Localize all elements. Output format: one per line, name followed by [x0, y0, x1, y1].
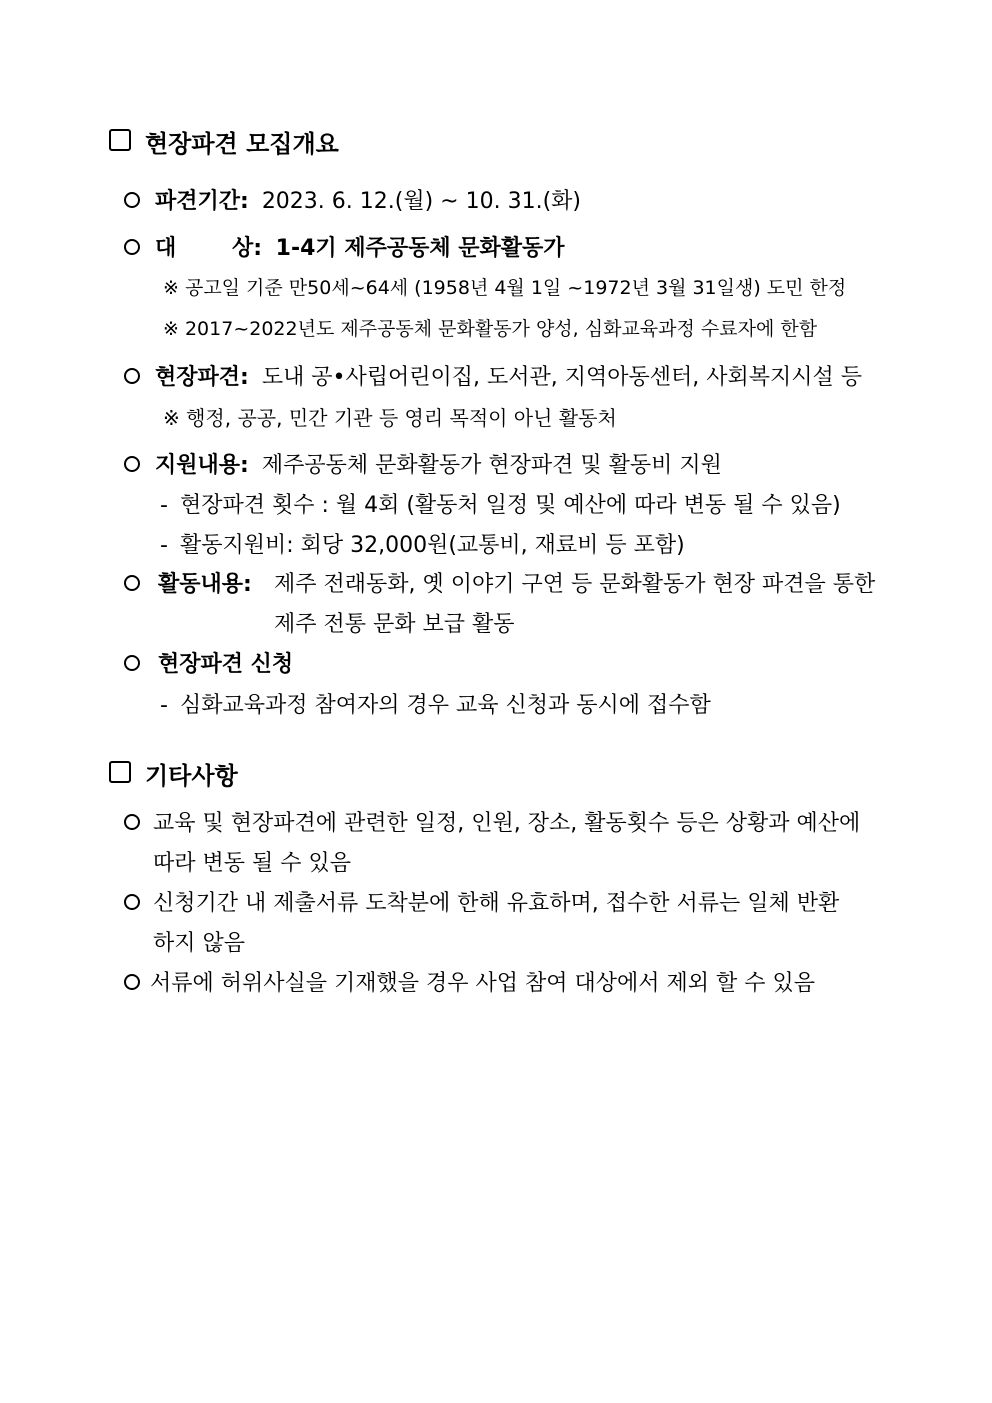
other-item1-line2: 따라 변동 될 수 있음	[153, 851, 351, 876]
site-row	[155, 360, 862, 391]
target-note-graduates: ※ 2017~2022년도 제주공동체 문화활동가 양성, 심화교육과정 수료자에 한함	[163, 318, 818, 340]
target-label-a: 대	[155, 236, 177, 261]
bullet-circle-icon	[124, 192, 140, 208]
period-row	[155, 184, 581, 215]
site-label: 현장파견:	[155, 365, 249, 390]
section-title-other: 기타사항	[145, 762, 238, 790]
support-item-fee	[160, 528, 685, 559]
support-value: 제주공동체 문화활동가 현장파견 및 활동비 지원	[261, 453, 722, 478]
support-item-count-text: 현장파견 횟수 : 월 4회 (활동처 일정 및 예산에 따라 변동 될 수 있음)	[179, 493, 841, 518]
other-item3: 서류에 허위사실을 기재했을 경우 사업 참여 대상에서 제외 할 수 있음	[150, 971, 815, 996]
apply-item-text: 심화교육과정 참여자의 경우 교육 신청과 동시에 접수함	[179, 693, 711, 718]
checkbox-icon	[109, 129, 131, 151]
site-note: ※ 행정, 공공, 민간 기관 등 영리 목적이 아닌 활동처	[163, 406, 617, 430]
apply-item	[160, 688, 711, 719]
support-row	[155, 448, 722, 479]
dash-marker: -	[160, 533, 168, 558]
site-value: 도내 공•사립어린이집, 도서관, 지역아동센터, 사회복지시설 등	[261, 365, 863, 390]
period-label: 파견기간:	[155, 189, 249, 214]
bullet-circle-icon	[124, 655, 140, 671]
target-note-age: ※ 공고일 기준 만50세~64세 (1958년 4월 1일 ~1972년 3월 31일생) 도민 한정	[163, 277, 847, 299]
support-item-fee-text: 활동지원비: 회당 32,000원(교통비, 재료비 등 포함)	[179, 533, 685, 558]
bullet-circle-icon	[124, 814, 140, 830]
activity-label: 활동내용:	[158, 572, 252, 597]
dash-marker: -	[160, 493, 168, 518]
bullet-circle-icon	[124, 575, 140, 591]
other-item1-line1: 교육 및 현장파견에 관련한 일정, 인원, 장소, 활동횟수 등은 상황과 예산에	[153, 811, 861, 836]
section-title-recruitment: 현장파견 모집개요	[145, 130, 339, 158]
support-label: 지원내용:	[155, 453, 249, 478]
apply-label: 현장파견 신청	[158, 652, 294, 677]
bullet-circle-icon	[124, 974, 140, 990]
bullet-circle-icon	[124, 368, 140, 384]
other-item2-line1: 신청기간 내 제출서류 도착분에 한해 유효하며, 접수한 서류는 일체 반환	[153, 891, 840, 916]
target-value: 1-4기 제주공동체 문화활동가	[275, 236, 565, 261]
bullet-circle-icon	[124, 894, 140, 910]
activity-value-line2: 제주 전통 문화 보급 활동	[274, 612, 515, 637]
other-item2-line2: 하지 않음	[153, 931, 246, 956]
checkbox-icon	[109, 761, 131, 783]
target-row	[155, 231, 565, 262]
support-item-count	[160, 488, 841, 519]
dash-marker: -	[160, 693, 168, 718]
bullet-circle-icon	[124, 456, 140, 472]
period-value: 2023. 6. 12.(월) ~ 10. 31.(화)	[261, 189, 581, 214]
target-label-b: 상:	[231, 236, 262, 261]
activity-value-line1: 제주 전래동화, 옛 이야기 구연 등 문화활동가 현장 파견을 통한	[274, 572, 876, 597]
bullet-circle-icon	[124, 239, 140, 255]
